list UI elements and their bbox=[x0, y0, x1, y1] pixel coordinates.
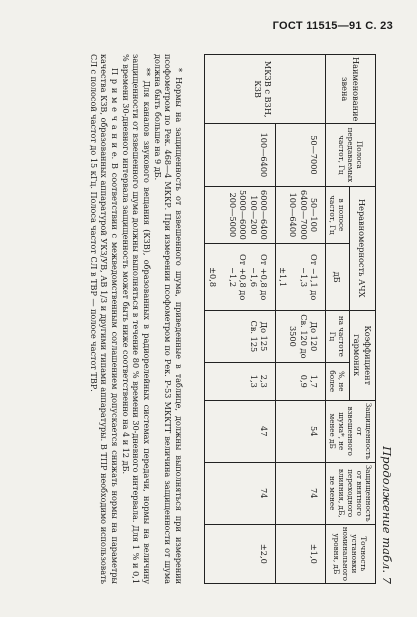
table-row bbox=[205, 55, 276, 584]
row-crosstalk: 74 bbox=[276, 462, 326, 524]
parameters-table bbox=[205, 54, 377, 584]
footnotes bbox=[88, 54, 184, 584]
row-afc-band: 50—100 6400—7000 100—6400 bbox=[276, 186, 326, 244]
row-harm-pct: 1,7 0,9 bbox=[276, 362, 326, 400]
row-name: МК3В с В3Н, К3В bbox=[205, 55, 326, 124]
row-noise: 47 bbox=[205, 400, 276, 462]
col-name-header: Наименование звена bbox=[326, 55, 376, 124]
col-accuracy-header: Точность установки номинального уровня, дБ bbox=[326, 524, 376, 583]
row-accuracy: ±1,0 bbox=[276, 524, 326, 583]
harmonic-group-header: Коэффициент гармоник bbox=[349, 310, 375, 400]
row-noise: 54 bbox=[276, 400, 326, 462]
col-harm-freq-header: на частоте Гц bbox=[326, 310, 350, 362]
row-crosstalk: 74 bbox=[205, 462, 276, 524]
col-harm-pct-header: %, не более bbox=[326, 362, 350, 400]
rotated-page-content bbox=[24, 54, 396, 584]
row-band: 50—7000 bbox=[276, 124, 326, 186]
col-afc-band-header: в полосе частот, Гц bbox=[326, 186, 350, 244]
col-band-header: Полоса передаваемых частот, Гц bbox=[326, 124, 376, 186]
row-accuracy: ±2,0 bbox=[205, 524, 276, 583]
footnote-remark: П р и м е ч а н и е. В соответствии с межведомственным соглашением допускается снижать нормы на параметры качества КЗВ, образованных аппаратурой УКЗ/УВ, АВ 1/3 и другими типами аппаратуры. В ТПР необходимо использовать СЛ с полосой частот до 15 кГц. Полоса частот СЛ в ТВР — полосе частот ТВР. bbox=[88, 54, 120, 584]
continuation-title: Продолжение табл. 7 bbox=[380, 446, 394, 584]
row-harm-freq: До 120 Св. 120 до 3500 bbox=[276, 310, 326, 362]
row-afc-db: От +0,8 до −1,6 От +0,8 до −1,2 ±0,8 bbox=[205, 244, 276, 311]
row-band: 100—6400 bbox=[205, 124, 276, 186]
afc-group-header: Неравномерность АЧХ bbox=[349, 186, 375, 310]
row-harm-pct: 2,3 1,3 bbox=[205, 362, 276, 400]
footnote-noise: * Нормы на защищенность от взвешенного шума, приведенные в таблице, должны выполняться при измерении псофометром по Рек. 468—4 МККР. При измерении псофометром по Рек. Р-53 МККТТ величина защищенности от шума должна быть больше на 9 дБ. bbox=[152, 54, 184, 584]
col-noise-header: Защищенность от взвешенного шума*, не менее дБ bbox=[326, 400, 376, 462]
row-afc-db: От −1,1 до −1,3 ±1,1 bbox=[276, 244, 326, 311]
col-crosstalk-header: Защищенность от внятного переходного влияния, дБ, не менее bbox=[326, 462, 376, 524]
page-header: ГОСТ 11515—91 С. 23 bbox=[272, 20, 393, 32]
footnote-radio-relay: ** Для каналов звукового вещания (КЗВ), образованных в радиорелейных системах передачи, нормы на величину защищенности от взвешенного шума должны выполняться в течение 80 % времени 30-дневного интервала. Для 1 % и 0,1 % времени 30-дневного интервала защищенность может быть ниже соответственно на 4 и 12 дБ. bbox=[120, 54, 152, 584]
table-row bbox=[276, 55, 326, 584]
row-afc-band: 6000—6400 100—200 5000—6000 200—5000 bbox=[205, 186, 276, 244]
col-afc-db-header: дБ bbox=[326, 244, 350, 311]
row-harm-freq: До 125 Св. 125 bbox=[205, 310, 276, 362]
